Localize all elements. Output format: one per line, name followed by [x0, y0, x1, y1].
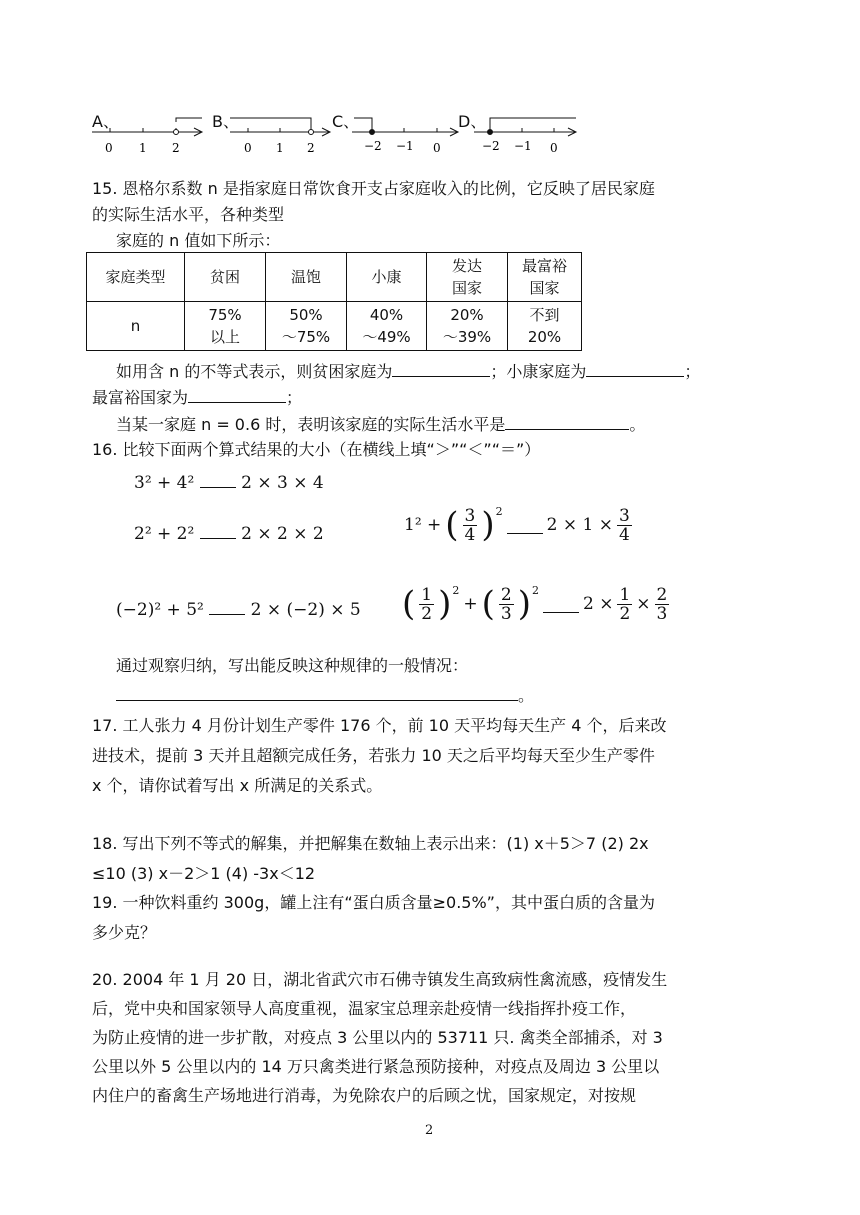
q16-expr2	[134, 522, 324, 544]
tick-label: 0	[433, 141, 441, 155]
tick-label: 2	[172, 141, 180, 155]
q15-line1: 15. 恩格尔系数 n 是指家庭日常饮食开支占家庭收入的比例，它反映了居民家庭	[92, 179, 655, 198]
option-d-label: D、	[458, 112, 487, 131]
table-header-row	[87, 253, 582, 302]
frac-den: 2	[421, 603, 433, 624]
expr-right: 2 × (−2) × 5	[250, 600, 361, 620]
table-cell	[347, 302, 427, 351]
tick-label: 2	[307, 141, 315, 155]
household-table	[86, 252, 582, 351]
fraction	[419, 586, 434, 623]
q19-line1: 19. 一种饮料重约 300g，罐上注有“蛋白质含量≥0.5%”，其中蛋白质的含量为	[92, 893, 655, 912]
cell-line: 最富裕	[521, 257, 567, 275]
fraction	[463, 507, 478, 544]
frac-num: 1	[619, 584, 631, 605]
exponent: 2	[531, 584, 539, 597]
expr-left: 2² + 2²	[134, 524, 195, 544]
cell-line: 不到	[529, 306, 560, 324]
table-cell	[508, 302, 582, 351]
table-cell	[427, 302, 508, 351]
paren-open: (	[445, 505, 459, 545]
number-line-b-ticks	[244, 141, 315, 155]
number-line-c-ticks	[364, 139, 441, 155]
expr-left: 1² +	[404, 515, 442, 535]
q16-end: 。	[518, 686, 535, 705]
compare-blank-4[interactable]	[209, 598, 245, 615]
option-b-label: B、	[212, 112, 239, 131]
frac-den: 4	[618, 524, 630, 545]
number-line-a-ticks	[105, 141, 180, 155]
cell-line: 50%	[289, 306, 323, 324]
q15-fill-line1	[116, 360, 700, 382]
frac-num: 2	[500, 584, 512, 605]
expr-right: 2 × 2 × 2	[241, 524, 324, 544]
q20-line2: 后，党中央和国家领导人高度重视，温家宝总理亲赴疫情一线指挥扑疫工作，	[92, 999, 637, 1018]
table-row-label: n	[87, 302, 185, 351]
q15-fill1-text-c: ；	[684, 362, 701, 381]
cell-line: 20%	[527, 328, 562, 346]
tick-label: 0	[105, 141, 113, 155]
q17-line2: 进技术，提前 3 天并且超额完成任务，若张力 10 天之后平均每天至少生产零件	[92, 746, 655, 765]
table-header-cell: 小康	[347, 253, 427, 302]
tick-label: 0	[550, 141, 558, 155]
option-c-label: C、	[332, 112, 360, 131]
answer-blank-richest[interactable]	[188, 386, 286, 403]
answer-blank-poor[interactable]	[392, 360, 490, 377]
table-header-cell: 家庭类型	[87, 253, 185, 302]
number-line-b	[230, 118, 330, 136]
compare-blank-5[interactable]	[543, 596, 579, 613]
cell-line: 20%	[450, 306, 484, 324]
frac-num: 3	[618, 505, 630, 526]
number-line-c	[352, 118, 458, 136]
tick-label: 1	[139, 141, 147, 155]
number-line-d-ticks	[482, 139, 558, 155]
q16-summary-answer	[116, 684, 534, 706]
q15-fill-line2	[92, 386, 302, 408]
cell-line: ～49%	[362, 328, 411, 346]
number-lines	[0, 110, 860, 170]
fraction	[617, 586, 632, 623]
tick-label: −1	[514, 139, 532, 153]
cell-line: ～75%	[281, 328, 331, 346]
cell-line: 以上	[209, 328, 240, 346]
q16-expr1	[134, 471, 324, 493]
tick-label: −1	[396, 139, 414, 153]
q17-line3: x 个，请你试着写出 x 所满足的关系式。	[92, 776, 383, 795]
frac-den: 3	[500, 603, 512, 624]
q18-line2: ≤10 (3) x－2＞1 (4) -3x＜12	[92, 864, 316, 883]
paren-open: (	[402, 584, 416, 624]
frac-den: 4	[464, 524, 476, 545]
paren-close: )	[517, 584, 531, 624]
frac-den: 2	[619, 603, 631, 624]
option-a-label: A、	[92, 112, 119, 131]
compare-blank-2[interactable]	[200, 522, 236, 539]
q15-fill3-text-a: 当某一家庭 n = 0.6 时，表明该家庭的实际生活水平是	[116, 415, 506, 434]
page-number: 2	[425, 1123, 434, 1138]
table-cell	[185, 302, 266, 351]
expr-right: 2 × 1 ×	[546, 515, 613, 535]
answer-blank-living-level[interactable]	[505, 413, 629, 430]
times-sign: ×	[636, 594, 651, 614]
number-line-d	[474, 118, 576, 136]
q16-expr5	[402, 584, 669, 624]
plus-sign: +	[463, 594, 478, 614]
expr-right: 2 × 3 × 4	[241, 473, 324, 493]
q15-fill1-text-b: ；小康家庭为	[490, 362, 587, 381]
fraction	[617, 507, 632, 544]
q15-fill1-text-a: 如用含 n 的不等式表示，则贫困家庭为	[116, 362, 393, 381]
table-header-cell	[508, 253, 582, 302]
table-row	[87, 302, 582, 351]
tick-label: 1	[276, 141, 284, 155]
q16-expr3	[404, 505, 632, 545]
paren-open: (	[481, 584, 495, 624]
compare-blank-1[interactable]	[200, 471, 236, 488]
cell-line: 国家	[451, 279, 482, 297]
q15-fill3-text-b: 。	[629, 415, 646, 434]
q16-expr4	[116, 598, 361, 620]
cell-line: 40%	[369, 306, 404, 324]
q19-line2: 多少克？	[92, 923, 157, 942]
q15-fill2-text-a: 最富裕国家为	[92, 388, 189, 407]
answer-blank-welloff[interactable]	[586, 360, 684, 377]
fraction	[499, 586, 514, 623]
paren-close: )	[438, 584, 452, 624]
expr-left: 3² + 4²	[134, 473, 195, 493]
fraction	[655, 586, 670, 623]
expr-right: 2 ×	[582, 594, 614, 614]
q16-summary: 通过观察归纳，写出能反映这种规律的一般情况：	[116, 656, 469, 675]
table-header-cell	[427, 253, 508, 302]
tick-label: −2	[482, 139, 500, 153]
q20-line1: 20. 2004 年 1 月 20 日，湖北省武穴市石佛寺镇发生高致病性禽流感，疫情发生	[92, 970, 668, 989]
q15-fill-line3	[116, 413, 645, 435]
number-line-a	[92, 118, 202, 136]
q15-fill2-text-b: ；	[286, 388, 303, 407]
q20-line3: 为防止疫情的进一步扩散，对疫点 3 公里以内的 53711 只. 禽类全部捕杀，对 3	[92, 1028, 663, 1047]
frac-num: 2	[656, 584, 668, 605]
q20-line5: 内住户的畜禽生产场地进行消毒，为免除农户的后顾之忧，国家规定，对按规	[92, 1086, 637, 1105]
q20-line4: 公里以外 5 公里以内的 14 万只禽类进行紧急预防接种，对疫点及周边 3 公里以	[92, 1057, 660, 1076]
exponent: 2	[495, 505, 503, 518]
compare-blank-3[interactable]	[507, 517, 543, 534]
paren-close: )	[481, 505, 495, 545]
exponent: 2	[452, 584, 460, 597]
table-header-cell: 贫困	[185, 253, 266, 302]
q15-line3: 家庭的 n 值如下所示：	[116, 231, 281, 250]
cell-line: 国家	[529, 279, 560, 297]
answer-blank-rule[interactable]	[116, 684, 518, 701]
expr-left: (−2)² + 5²	[116, 600, 204, 620]
tick-label: 0	[244, 141, 252, 155]
q18-line1: 18. 写出下列不等式的解集，并把解集在数轴上表示出来：(1) x＋5＞7 (2) 2x	[92, 834, 649, 853]
tick-label: −2	[364, 139, 382, 153]
q16-line1: 16. 比较下面两个算式结果的大小（在横线上填“＞”“＜”“＝”）	[92, 440, 541, 459]
cell-line: 75%	[208, 306, 242, 324]
frac-den: 3	[656, 603, 668, 624]
table-header-cell: 温饱	[266, 253, 347, 302]
q17-line1: 17. 工人张力 4 月份计划生产零件 176 个，前 10 天平均每天生产 4 个，后来改	[92, 716, 667, 735]
cell-line: 发达	[451, 257, 482, 275]
q15-line2: 的实际生活水平，各种类型	[92, 205, 285, 224]
cell-line: ～39%	[442, 328, 492, 346]
frac-num: 3	[464, 505, 476, 526]
table-cell	[266, 302, 347, 351]
frac-num: 1	[421, 584, 433, 605]
